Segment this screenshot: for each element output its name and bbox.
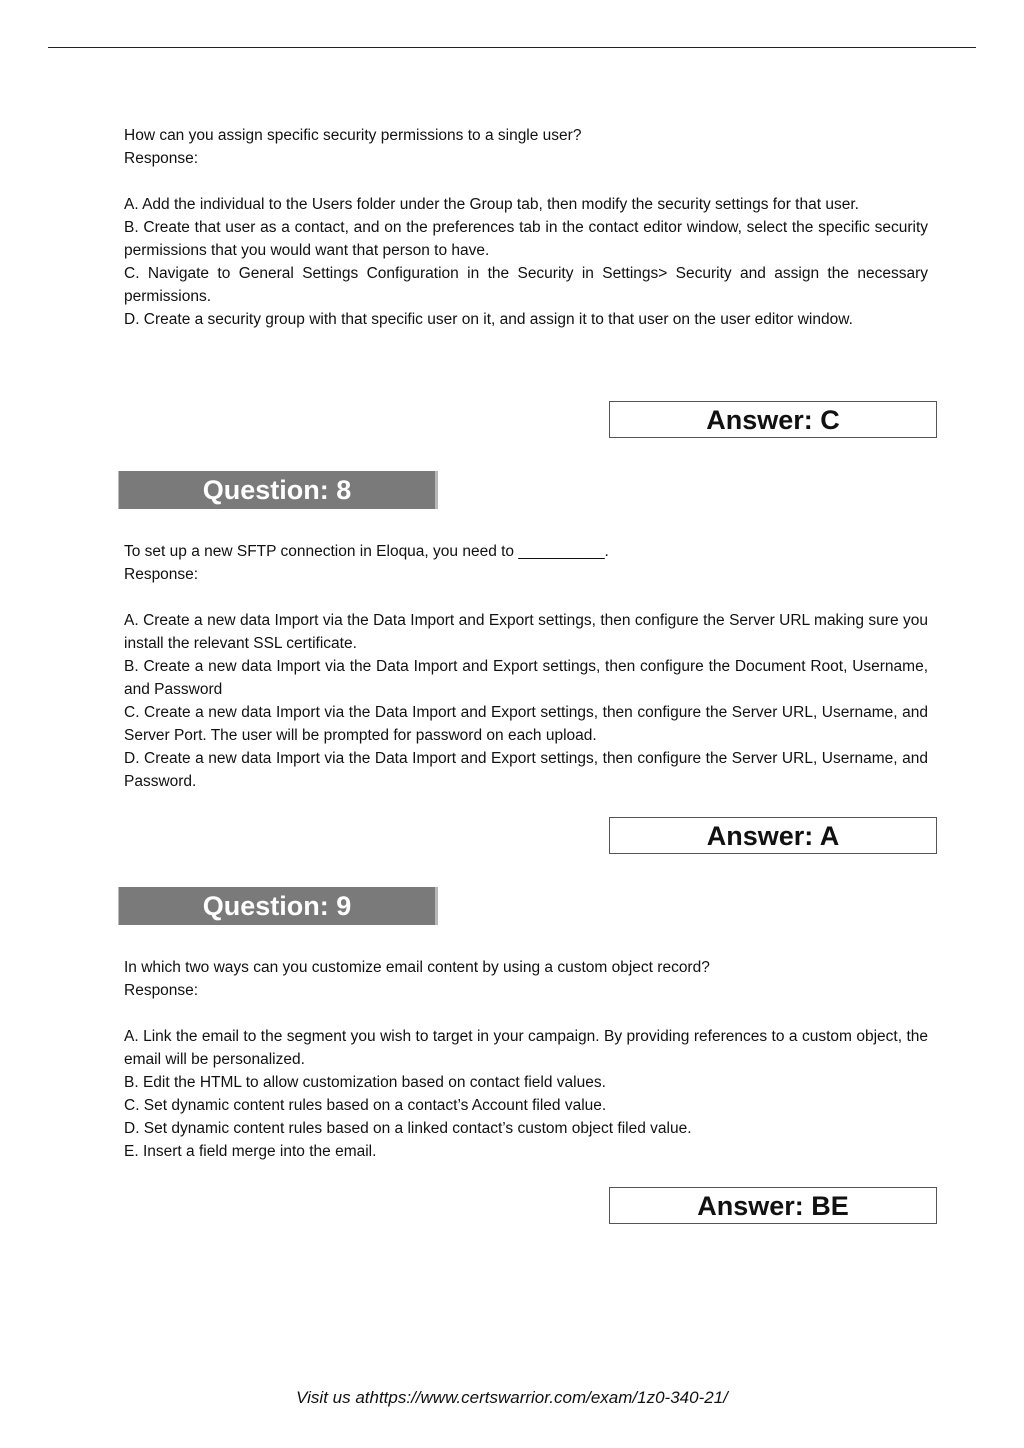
footer-link[interactable]: Visit us athttps://www.certswarrior.com/exam/1z0-340-21/ xyxy=(296,1388,728,1407)
question-heading: Question: 9 xyxy=(118,887,438,925)
question-text: In which two ways can you customize email content by using a custom object record? xyxy=(124,959,710,976)
question-9-block xyxy=(124,956,928,1163)
answer-box: Answer: BE xyxy=(609,1187,937,1224)
question-7-block xyxy=(124,124,928,331)
option-c: C. Create a new data Import via the Data Import and Export settings, then configure the Server URL, Username, and Server Port. The user will be prompted for password on each upload. xyxy=(124,704,928,744)
option-d: D. Set dynamic content rules based on a linked contact’s custom object filed value. xyxy=(124,1120,692,1137)
response-label: Response: xyxy=(124,150,199,167)
option-b: B. Create a new data Import via the Data Import and Export settings, then configure the Document Root, Username, and Password xyxy=(124,658,928,698)
option-d: D. Create a new data Import via the Data Import and Export settings, then configure the Server URL, Username, and Password. xyxy=(124,750,928,790)
response-label: Response: xyxy=(124,982,199,999)
question-text: How can you assign specific security permissions to a single user? xyxy=(124,127,582,144)
option-e: E. Insert a field merge into the email. xyxy=(124,1143,377,1160)
option-a: A. Create a new data Import via the Data Import and Export settings, then configure the Server URL making sure you install the relevant SSL certificate. xyxy=(124,612,928,652)
question-heading: Question: 8 xyxy=(118,471,438,509)
option-b: B. Edit the HTML to allow customization based on contact field values. xyxy=(124,1074,606,1091)
question-8-block xyxy=(124,540,928,793)
option-b: B. Create that user as a contact, and on the preferences tab in the contact editor window, select the specific security permissions that you would want that person to have. xyxy=(124,219,928,259)
option-a: A. Link the email to the segment you wish to target in your campaign. By providing references to a custom object, the email will be personalized. xyxy=(124,1028,928,1068)
option-c: C. Set dynamic content rules based on a contact’s Account filed value. xyxy=(124,1097,607,1114)
answer-box: Answer: A xyxy=(609,817,937,854)
header-rule xyxy=(48,47,976,48)
option-c: C. Navigate to General Settings Configuration in the Security in Settings> Security and assign the necessary permissions. xyxy=(124,265,928,305)
option-a: A. Add the individual to the Users folder under the Group tab, then modify the security settings for that user. xyxy=(124,196,859,213)
option-d: D. Create a security group with that specific user on it, and assign it to that user on the user editor window. xyxy=(124,311,853,328)
answer-box: Answer: C xyxy=(609,401,937,438)
question-text: To set up a new SFTP connection in Eloqua, you need to __________. xyxy=(124,543,609,560)
response-label: Response: xyxy=(124,566,199,583)
